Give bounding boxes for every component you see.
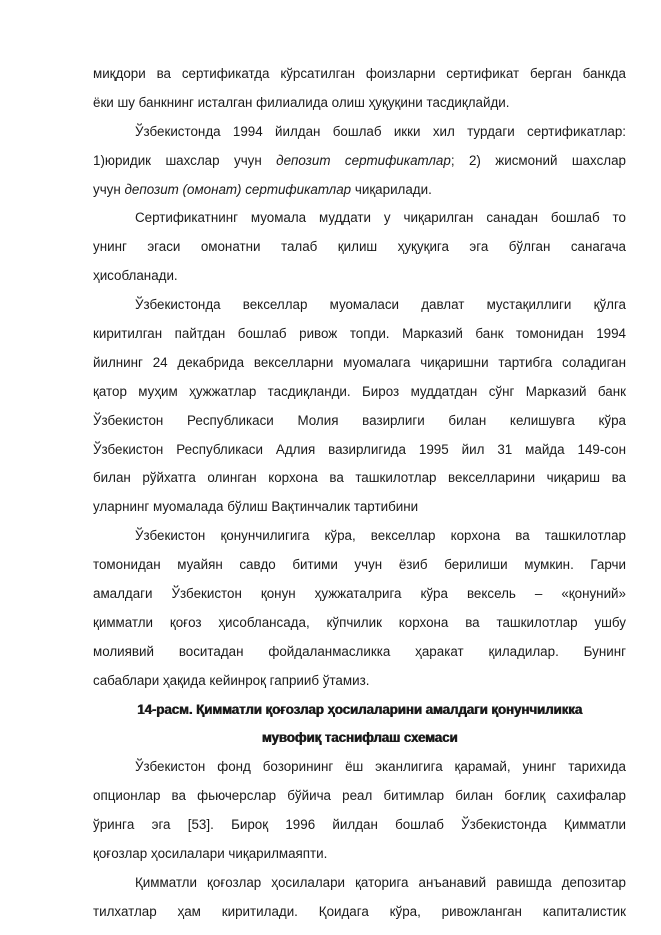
paragraph-line: уларнинг муомалада бўлиш Вақтинчалик тартибини [93,499,419,515]
text-run: учун [93,181,125,197]
paragraph-line: Ўзбекистонда 1994 йилдан бошлаб икки хил турдаги сертификатлар: [135,123,626,139]
paragraph-line: Ўзбекистон Республикаси Молия вазирлиги билан келишувга кўра [93,412,626,428]
paragraph-line: қоғозлар ҳосилалари чиқарилмаяпти. [93,846,328,862]
paragraph-line: Ўзбекистон қонунчилигига кўра, векселлар корхона ва ташкилотлар [135,528,626,544]
paragraph-line: Ўзбекистон фонд бозорининг ёш эканлигига қарамай, унинг тарихида [135,759,626,775]
text-run: чиқарилади. [351,181,432,197]
text-run: 1)юридик шахслар учун [93,152,277,168]
paragraph-line: билан рўйхатга олинган корхона ва ташкилотлар векселларини чиқариш ва [93,470,626,486]
paragraph-line: ўрингa эга [53]. Бироқ 1996 йилдан бошлаб Ўзбекистонда Қимматли [93,817,626,833]
paragraph-line: молиявий воситадан фойдаланмасликка ҳаракат қиладилар. Бунинг [93,643,626,659]
paragraph-line: томонидан муайян савдо битими учун ёзиб берилиши мумкин. Гарчи [93,557,626,573]
document-page [93,60,626,927]
paragraph-line: миқдори ва сертификатда кўрсатилган фоизларни сертификат берган банкда [93,66,626,81]
paragraph-line [93,176,626,205]
paragraph-line: амалдаги Ўзбекистон қонун ҳужжаталрига кўра вексель – «қонуний» [93,586,626,602]
paragraph-line: киритилган пайтдан бошлаб ривож топди. Марказий банк томонидан 1994 [93,326,626,342]
paragraph-line: тилхатлар ҳам киритилади. Қоидага кўра, ривожланган капиталистик [93,903,626,919]
paragraph-line: сабаблари ҳақида кейинроқ гаприиб ўтамиз. [93,672,370,688]
paragraph-line [93,147,626,176]
paragraph-line: унинг эгаси омонатни талаб қилиш ҳуқуқига эга бўлган санагача [93,239,626,255]
paragraph-line: Қимматли қоғозлар ҳосилалари қаторига анъанавий равишда депозитар [135,874,626,890]
paragraph-line: опционлар ва фьючерслар бўйича реал битимлар билан боғлиқ сахифалар [93,788,626,804]
paragraph-line: йилнинг 24 декабрида векселларни муомалага чиқаришни тартибга соладиган [93,354,626,370]
italic-term: депозит (омонат) сертификатлар [124,181,352,197]
paragraph-line: ҳисобланади. [93,268,178,284]
paragraph-line: Ўзбекистон Республикаси Адлия вазирлигида 1995 йил 31 майда 149-сон [93,441,626,457]
italic-term: депозит сертификатлар [276,152,451,168]
paragraph-line: Сертификатнинг муомала муддати у чиқарилган санадан бошлаб то [135,210,626,226]
text-run: ; 2) жисмоний шахслар [450,152,626,168]
paragraph-line: қимматли қоғоз ҳисоблансада, кўпчилик корхона ва ташкилотлар ушбу [93,614,626,630]
figure-caption: мувофиқ таснифлаш схемаси [261,730,458,746]
paragraph-line: ёки шу банкнинг исталган филиалида олиш ҳуқуқини тасдиқлайди. [93,94,510,110]
figure-caption: 14-расм. Қимматли қоғозлар ҳосилаларини амалдаги қонунчиликка [137,701,582,717]
paragraph-line: қатор муҳим ҳужжатлар тасдиқланди. Бироз муддатдан сўнг Марказий банк [93,383,626,399]
paragraph-line: Ўзбекистонда векселлар муомаласи давлат мустақиллиги қўлга [135,297,626,313]
